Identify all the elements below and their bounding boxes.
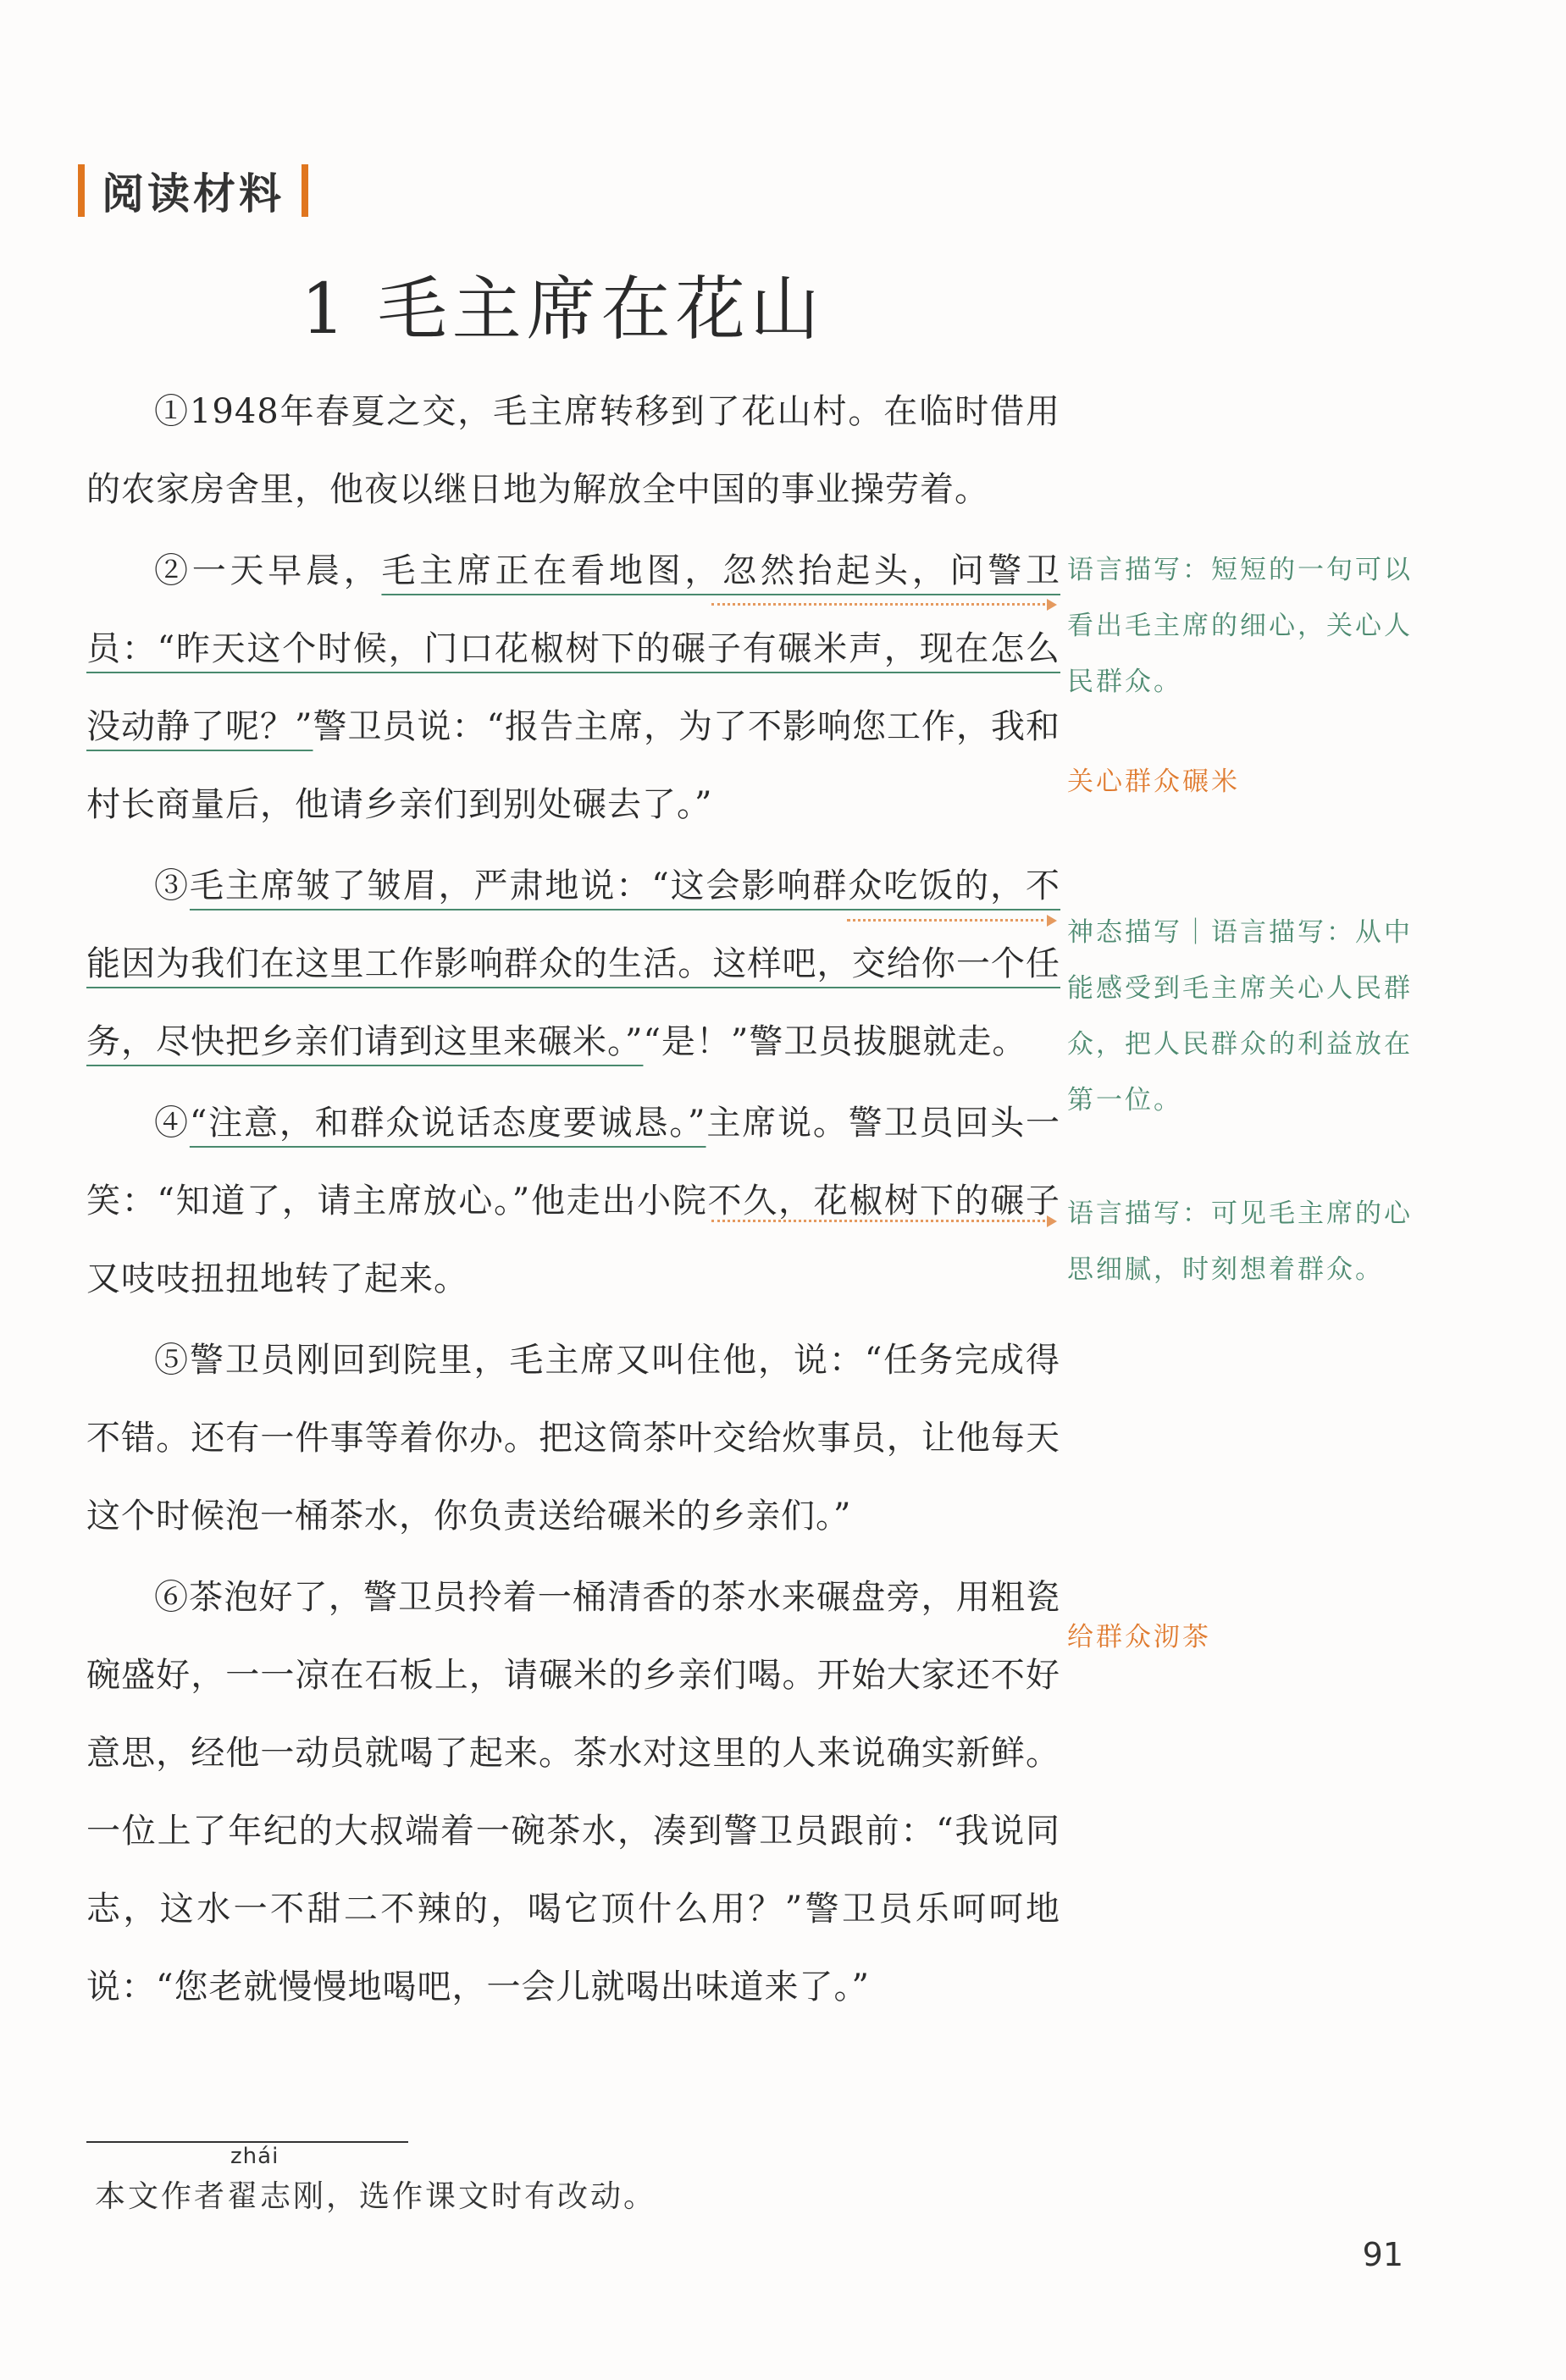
paragraph-1: ①1948年春夏之交，毛主席转移到了花山村。在临时借用的农家房舍里，他夜以继日地为解放全中国的事业操劳着。 xyxy=(86,392,1060,509)
section-label: 阅读材料 xyxy=(102,169,285,219)
article-title-text: 1 毛主席在花山 xyxy=(301,269,825,350)
footnote xyxy=(95,2144,657,2216)
paragraph-3-underlined: 毛主席皱了皱眉，严肃地说：“这会影响群众吃饭的，不能因为我们在这里工作影响群众的生活。这样吧，交给你一个任务，尽快把乡亲们请到这里来碾米。” xyxy=(86,866,1061,1061)
margin-note-3: 神态描写｜语言描写：从中能感受到毛主席关心人民群众，把人民群众的利益放在第一位。 xyxy=(1067,917,1413,1115)
header-left-bar xyxy=(78,164,85,217)
paragraph-3-rest: “是！”警卫员拔腿就走。 xyxy=(643,1022,1027,1061)
paragraph-4-rest: 主席说。警卫员回头一笑：“知道了，请主席放心。”他走出小院不久，花椒树下的碾子又吱吱扭扭地转了起来。 xyxy=(86,1104,1061,1298)
paragraph-2-lead: ②一天早晨， xyxy=(154,551,382,590)
footnote-before: 本文作者 xyxy=(95,2179,228,2214)
paragraph-4-underlined: “注意，和群众说话态度要诚恳。” xyxy=(189,1104,706,1143)
annotation-leader-2 xyxy=(847,919,1050,922)
margin-note-2: 关心群众碾米 xyxy=(1067,767,1240,797)
margin-note-5: 给群众沏茶 xyxy=(1067,1622,1211,1652)
paragraph-2-underlined: 毛主席正在看地图，忽然抬起头，问警卫员：“昨天这个时候，门口花椒树下的碾子有碾米声，现在怎么没动静了呢？” xyxy=(86,551,1061,746)
annotation-leader-3 xyxy=(711,1220,1050,1222)
footnote-pinyin: zhái xyxy=(230,2144,279,2169)
paragraph-4 xyxy=(86,1084,1060,1318)
footnote-after: 志刚，选作课文时有改动。 xyxy=(260,2179,657,2214)
article-body xyxy=(86,373,1060,2029)
article-title xyxy=(0,254,1566,353)
paragraph-6: ⑥茶泡好了，警卫员拎着一桶清香的茶水来碾盘旁，用粗瓷碗盛好，一一凉在石板上，请碾米的乡亲们喝。开始大家还不好意思，经他一动员就喝了起来。茶水对这里的人来说确实新鲜。一位上了年纪的大叔端着一碗茶水，凑到警卫员跟前：“我说同志，这水一不甜二不辣的，喝它顶什么用？”警卫员乐呵呵地说：“您老就慢慢地喝吧，一会儿就喝出味道来了。” xyxy=(86,1578,1060,2006)
paragraph-3-lead: ③ xyxy=(154,866,190,905)
paragraph-3 xyxy=(86,847,1060,1081)
header-right-bar xyxy=(302,164,308,217)
paragraph-4-lead: ④ xyxy=(154,1104,190,1143)
paragraph-2 xyxy=(86,532,1060,844)
margin-note-1: 语言描写：短短的一句可以看出毛主席的细心，关心人民群众。 xyxy=(1067,555,1413,697)
footnote-char: 翟 xyxy=(227,2179,261,2214)
paragraph-5: ⑤警卫员刚回到院里，毛主席又叫住他，说：“任务完成得不错。还有一件事等着你办。把这筒茶叶交给炊事员，让他每天这个时候泡一桶茶水，你负责送给碾米的乡亲们。” xyxy=(86,1341,1060,1536)
footnote-ruby xyxy=(227,2144,279,2216)
page-number: 91 xyxy=(1362,2236,1403,2273)
section-header xyxy=(78,161,308,220)
margin-note-4: 语言描写：可见毛主席的心思细腻，时刻想着群众。 xyxy=(1067,1198,1413,1285)
paragraph-2-rest: 警卫员说：“报告主席，为了不影响您工作，我和村长商量后，他请乡亲们到别处碾去了。” xyxy=(86,707,1061,824)
footnote-rule xyxy=(86,2141,408,2143)
annotation-leader-1 xyxy=(711,603,1050,606)
